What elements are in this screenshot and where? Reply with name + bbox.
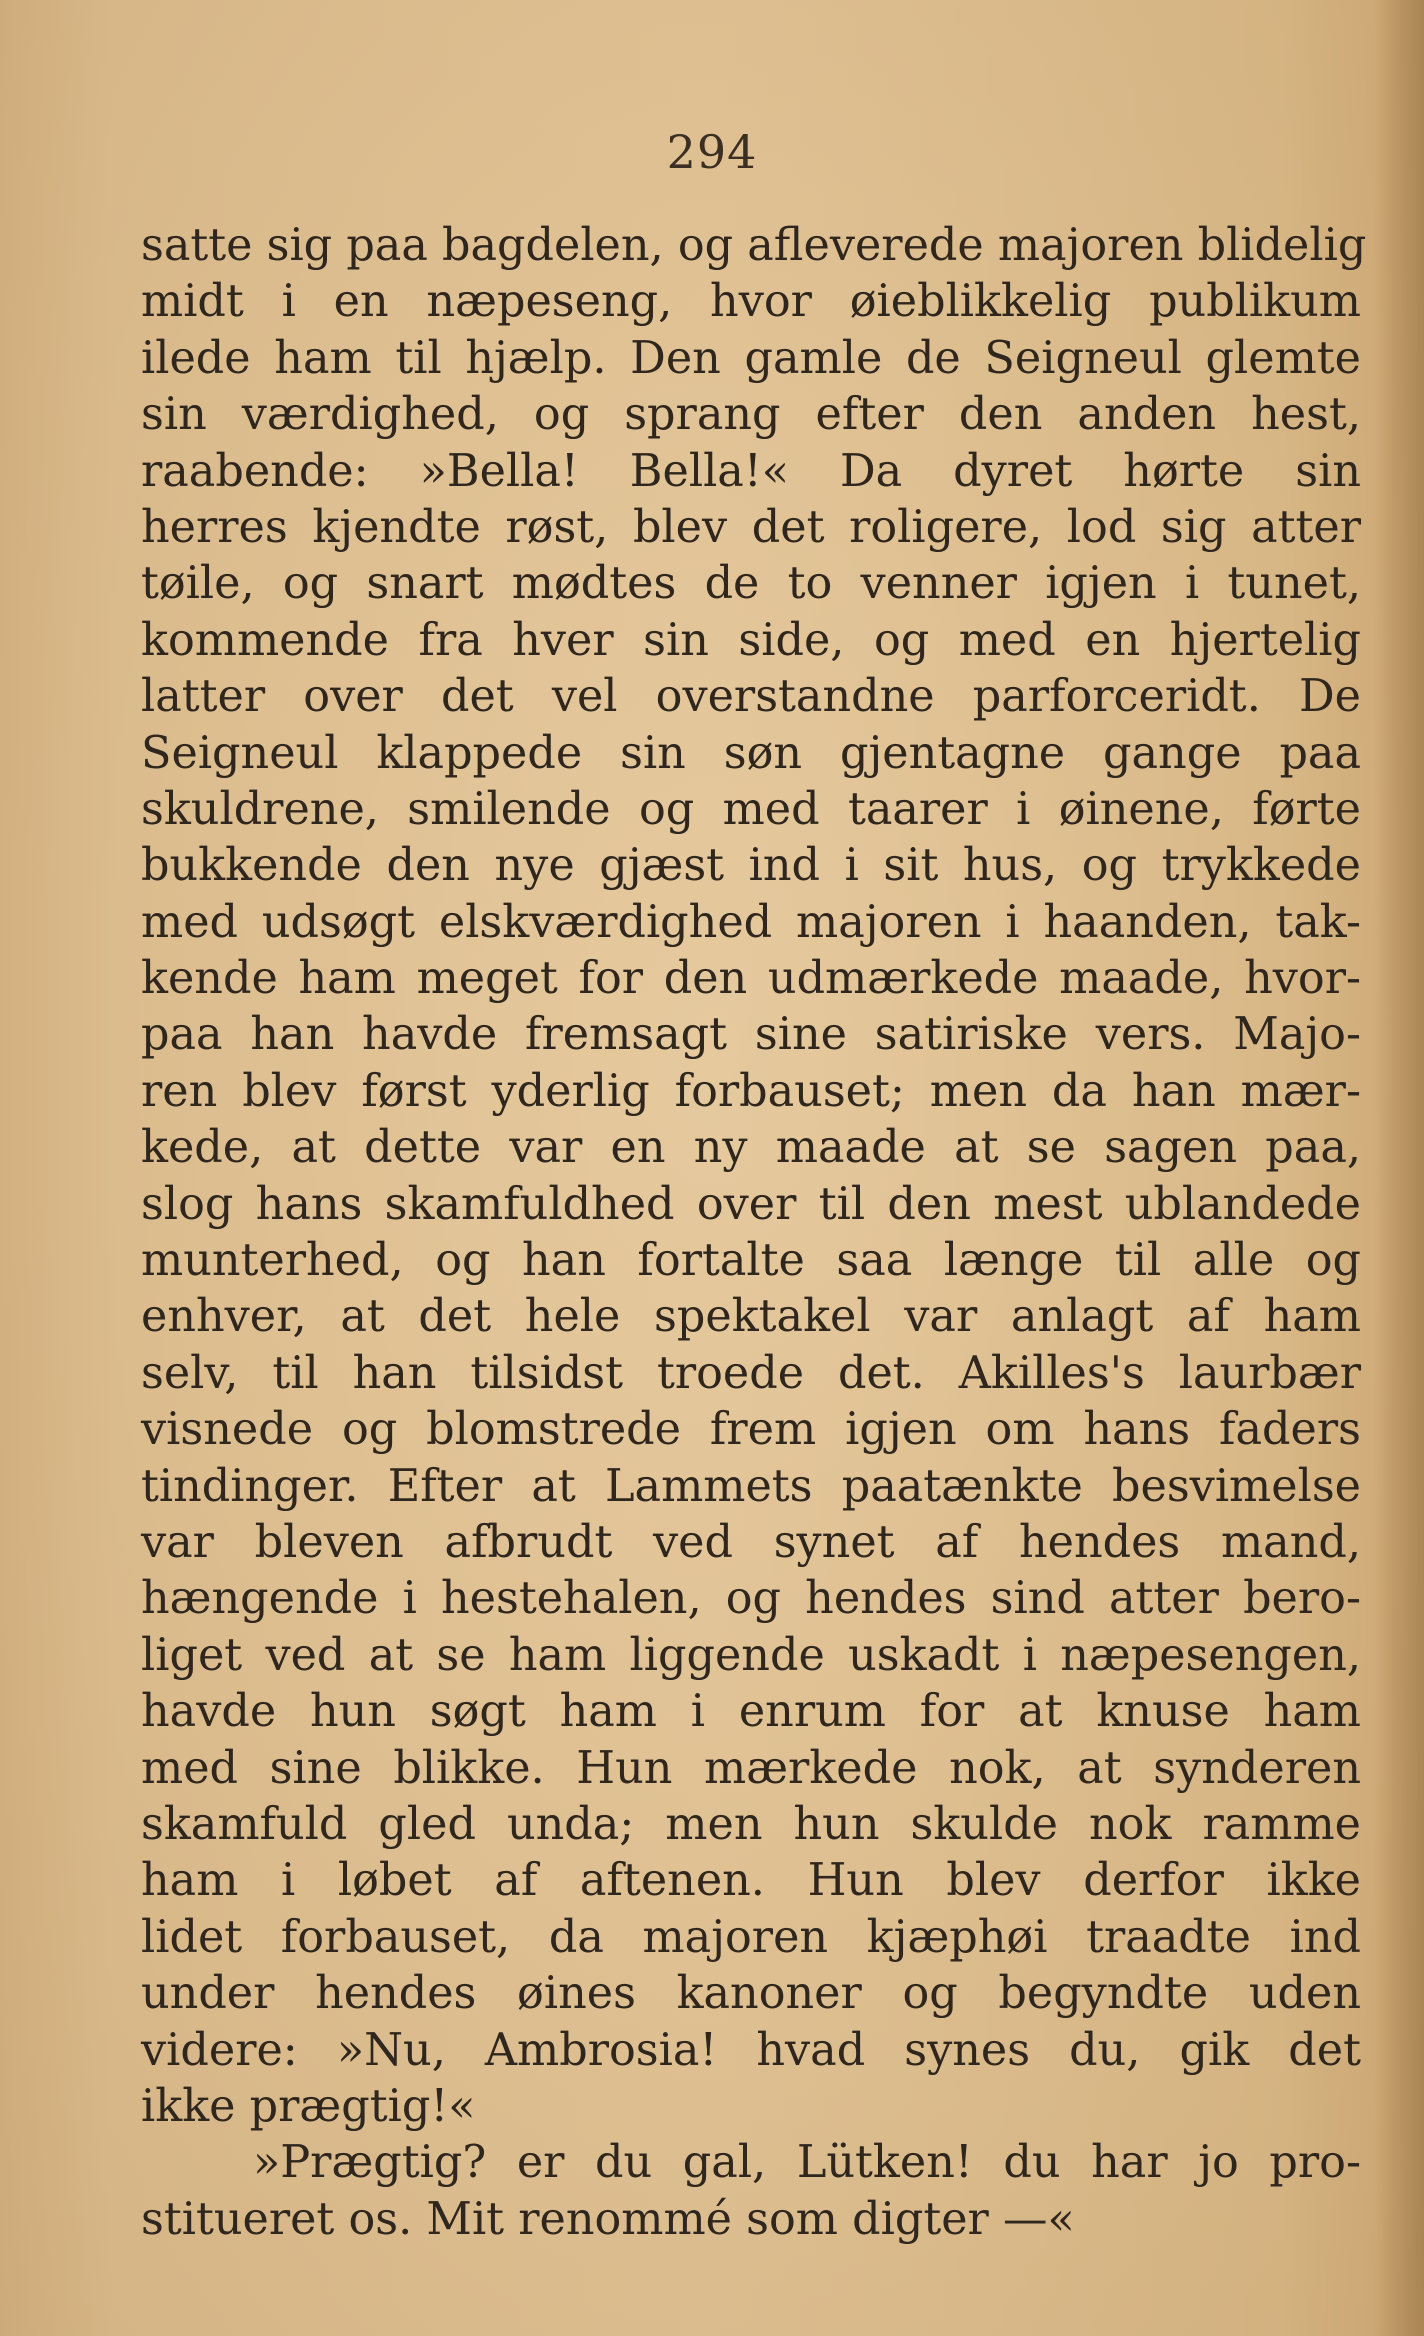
text-line-20: enhver, at det hele spektakel var anlagt af ham	[141, 1291, 1361, 1343]
page-edge-shadow	[1374, 0, 1424, 2336]
text-line-22: visnede og blomstrede frem igjen om hans faders	[141, 1404, 1361, 1456]
text-line-26: liget ved at se ham liggende uskadt i næpesengen,	[141, 1629, 1361, 1681]
text-line-5: raabende: »Bella! Bella!« Da dyret hørte sin	[141, 445, 1361, 497]
text-line-29: skamfuld gled unda; men hun skulde nok ramme	[141, 1798, 1361, 1850]
text-line-9: latter over det vel overstandne parforceridt. De	[141, 671, 1361, 723]
text-line-13: med udsøgt elskværdighed majoren i haanden, tak-	[141, 896, 1361, 948]
text-line-27: havde hun søgt ham i enrum for at knuse ham	[141, 1686, 1361, 1738]
text-line-23: tindinger. Efter at Lammets paatænkte besvimelse	[141, 1460, 1361, 1512]
text-line-31: lidet forbauset, da majoren kjæphøi traadte ind	[141, 1911, 1361, 1963]
text-line-1: satte sig paa bagdelen, og afleverede majoren blidelig	[141, 220, 1367, 271]
text-line-16: ren blev først yderlig forbauset; men da han mær-	[141, 1065, 1361, 1117]
text-line-7: tøile, og snart mødtes de to venner igjen i tunet,	[141, 558, 1361, 610]
text-line-28: med sine blikke. Hun mærkede nok, at synderen	[141, 1742, 1361, 1794]
text-line-33: videre: »Nu, Ambrosia! hvad synes du, gik det	[141, 2024, 1361, 2076]
text-line-2: midt i en næpeseng, hvor øieblikkelig publikum	[141, 276, 1361, 328]
text-line-14: kende ham meget for den udmærkede maade, hvor-	[141, 953, 1361, 1005]
text-line-15: paa han havde fremsagt sine satiriske vers. Majo-	[141, 1009, 1361, 1061]
text-line-34: ikke prægtig!«	[141, 2080, 476, 2132]
text-line-4: sin værdighed, og sprang efter den anden hest,	[141, 389, 1361, 441]
text-line-3: ilede ham til hjælp. Den gamle de Seigneul glemte	[141, 332, 1361, 384]
text-line-6: herres kjendte røst, blev det roligere, lod sig atter	[141, 501, 1361, 553]
text-line-36: stitueret os. Mit renommé som digter —«	[141, 2193, 1075, 2245]
text-line-21: selv, til han tilsidst troede det. Akilles's laurbær	[141, 1347, 1361, 1399]
body-text	[141, 218, 1367, 2248]
text-line-30: ham i løbet af aftenen. Hun blev derfor ikke	[141, 1855, 1361, 1907]
text-line-10: Seigneul klappede sin søn gjentagne gange paa	[141, 727, 1361, 779]
text-line-19: munterhed, og han fortalte saa længe til alle og	[141, 1235, 1361, 1287]
text-line-18: slog hans skamfuldhed over til den mest ublandede	[141, 1178, 1361, 1230]
text-line-24: var bleven afbrudt ved synet af hendes mand,	[141, 1516, 1361, 1568]
text-line-17: kede, at dette var en ny maade at se sagen paa,	[141, 1122, 1361, 1174]
text-line-25: hængende i hestehalen, og hendes sind atter bero-	[141, 1573, 1361, 1625]
text-line-8: kommende fra hver sin side, og med en hjertelig	[141, 614, 1361, 666]
page-number: 294	[666, 125, 758, 179]
text-line-35: »Prægtig? er du gal, Lütken! du har jo pro-	[253, 2137, 1361, 2189]
text-line-11: skuldrene, smilende og med taarer i øinene, førte	[141, 783, 1361, 835]
text-line-32: under hendes øines kanoner og begyndte uden	[141, 1968, 1361, 2020]
text-line-12: bukkende den nye gjæst ind i sit hus, og trykkede	[141, 840, 1361, 892]
